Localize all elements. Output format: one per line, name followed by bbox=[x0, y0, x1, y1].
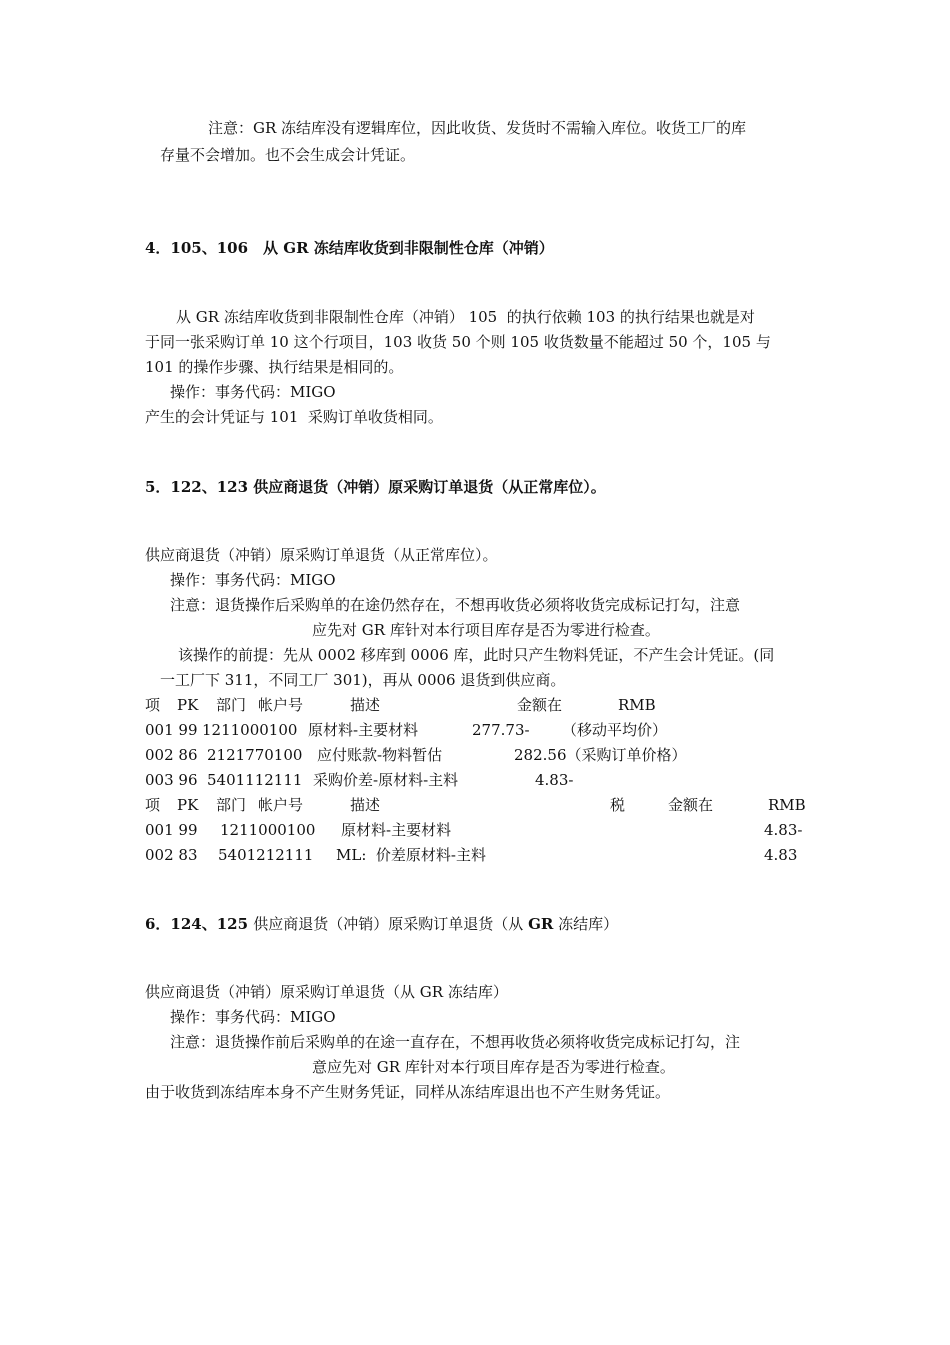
section-heading-6 bbox=[145, 914, 618, 934]
account-cell: 2121770100 bbox=[207, 746, 303, 764]
operation-line: 操作：事务代码：MIGO bbox=[170, 1008, 336, 1026]
header-cell: 项 bbox=[145, 696, 161, 714]
header-cell: PK bbox=[177, 796, 199, 814]
header-cell: PK bbox=[177, 696, 199, 714]
premise-line: 该操作的前提：先从 0002 移库到 0006 库，此时只产生物料凭证，不产生会计凭证。(同 bbox=[178, 646, 775, 664]
header-cell: 部门 bbox=[216, 796, 247, 814]
heading-text: 供应商退货（冲销）原采购订单退货（从 bbox=[253, 915, 529, 933]
description-cell: 采购价差-原材料-主料 bbox=[313, 771, 459, 789]
paragraph-line: 从 GR 冻结库收货到非限制性仓库（冲销） 105 的执行依赖 103 的执行结果也就是对 bbox=[176, 308, 755, 326]
header-cell: 描述 bbox=[350, 796, 381, 814]
amount-cell: 4.83 bbox=[764, 846, 798, 864]
amount-cell: 277.73- bbox=[472, 721, 530, 739]
note-line: 注意：退货操作后采购单的在途仍然存在，不想再收货必须将收货完成标记打勾，注意 bbox=[170, 596, 741, 614]
heading-number: 6．124、125 bbox=[145, 915, 254, 933]
header-cell: 描述 bbox=[350, 696, 381, 714]
note-line: 注意：退货操作前后采购单的在途一直存在，不想再收货必须将收货完成标记打勾，注 bbox=[170, 1033, 741, 1051]
note-line: 注意：GR 冻结库没有逻辑库位，因此收货、发货时不需输入库位。收货工厂的库 bbox=[208, 119, 747, 137]
section-title: 供应商退货（冲销）原采购订单退货（从 GR 冻结库） bbox=[145, 983, 508, 1001]
premise-line: 一工厂下 311，不同工厂 301)，再从 0006 退货到供应商。 bbox=[160, 671, 566, 689]
header-cell: 帐户号 bbox=[258, 696, 304, 714]
amount-cell: 282.56（采购订单价格） bbox=[514, 746, 687, 764]
description-cell: 应付账款-物料暂估 bbox=[317, 746, 443, 764]
account-cell: 5401212111 bbox=[218, 846, 314, 864]
note-line: 应先对 GR 库针对本行项目库存是否为零进行检查。 bbox=[312, 621, 660, 639]
item-pk-cell: 002 86 bbox=[145, 746, 198, 764]
header-cell: 金额在 bbox=[517, 696, 563, 714]
paragraph-line: 于同一张采购订单 10 这个行项目，103 收货 50 个则 105 收货数量不能超过 50 个，105 与 bbox=[145, 333, 771, 351]
item-pk-cell: 001 99 bbox=[145, 821, 198, 839]
paragraph-line: 101 的操作步骤、执行结果是相同的。 bbox=[145, 358, 404, 376]
header-cell: 帐户号 bbox=[258, 796, 304, 814]
note-line: 意应先对 GR 库针对本行项目库存是否为零进行检查。 bbox=[312, 1058, 675, 1076]
remark-cell: （移动平均价） bbox=[562, 721, 668, 739]
account-cell: 1211000100 bbox=[220, 821, 316, 839]
operation-line: 操作：事务代码：MIGO bbox=[170, 571, 336, 589]
header-cell: RMB bbox=[618, 696, 656, 714]
description-cell: ML: 价差原材料-主料 bbox=[336, 846, 486, 864]
amount-cell: 4.83- bbox=[764, 821, 803, 839]
operation-line: 操作：事务代码：MIGO bbox=[170, 383, 336, 401]
note-line: 存量不会增加。也不会生成会计凭证。 bbox=[160, 146, 416, 164]
heading-text: 冻结库） bbox=[553, 915, 619, 933]
header-cell: 金额在 bbox=[668, 796, 714, 814]
item-pk-cell: 001 99 bbox=[145, 721, 198, 739]
header-cell: 税 bbox=[610, 796, 626, 814]
account-cell: 1211000100 bbox=[202, 721, 298, 739]
section-heading-5: 5．122、123 供应商退货（冲销）原采购订单退货（从正常库位）。 bbox=[145, 478, 606, 496]
header-cell: 项 bbox=[145, 796, 161, 814]
account-cell: 5401112111 bbox=[207, 771, 303, 789]
voucher-line: 产生的会计凭证与 101 采购订单收货相同。 bbox=[145, 408, 443, 426]
section-heading-4: 4．105、106 从 GR 冻结库收货到非限制性仓库（冲销） bbox=[145, 239, 554, 257]
description-cell: 原材料-主要材料 bbox=[341, 821, 452, 839]
header-cell: RMB bbox=[768, 796, 806, 814]
item-pk-cell: 002 83 bbox=[145, 846, 198, 864]
item-pk-cell: 003 96 bbox=[145, 771, 198, 789]
header-cell: 部门 bbox=[216, 696, 247, 714]
heading-gr: GR bbox=[528, 915, 554, 933]
closing-line: 由于收货到冻结库本身不产生财务凭证，同样从冻结库退出也不产生财务凭证。 bbox=[145, 1083, 671, 1101]
description-cell: 原材料-主要材料 bbox=[308, 721, 419, 739]
section-title: 供应商退货（冲销）原采购订单退货（从正常库位）。 bbox=[145, 546, 498, 564]
amount-cell: 4.83- bbox=[535, 771, 574, 789]
